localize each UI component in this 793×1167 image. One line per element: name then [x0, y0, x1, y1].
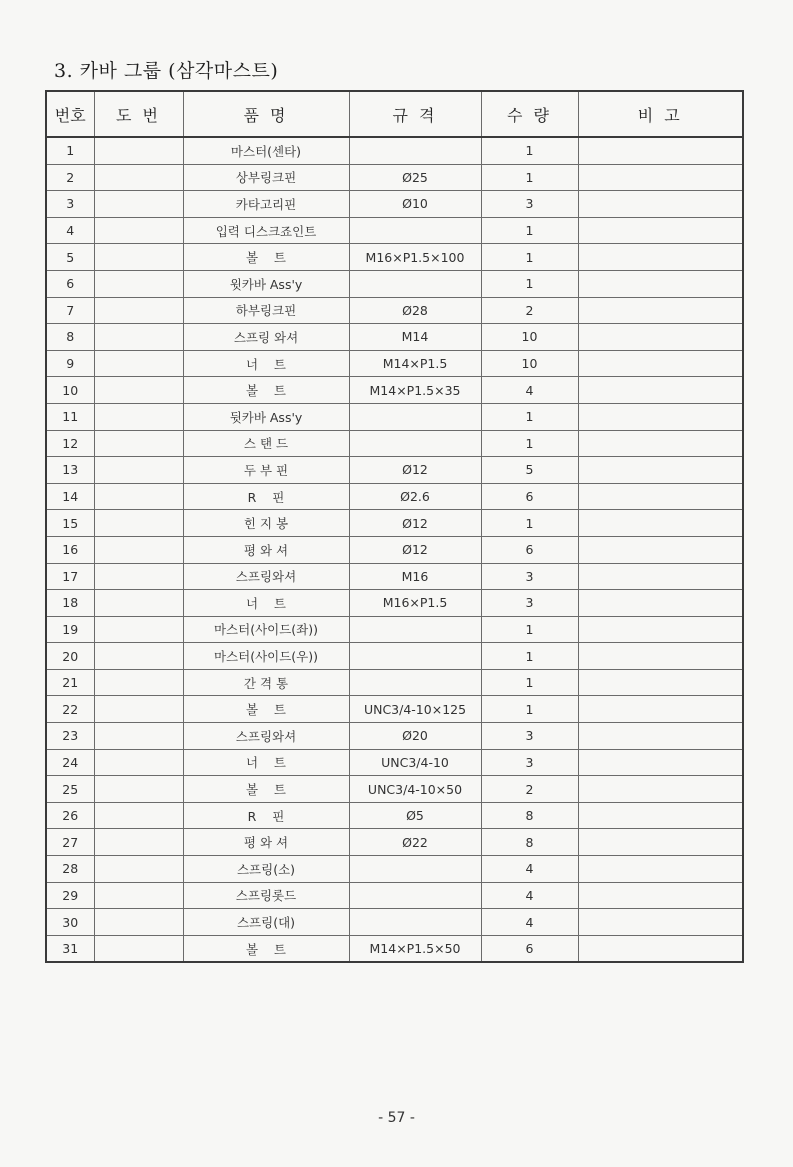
item-name: 스 탠 드	[183, 430, 349, 457]
quantity: 3	[481, 590, 578, 617]
specification	[349, 882, 481, 909]
table-row	[46, 563, 743, 590]
drawing-number	[94, 270, 183, 297]
row-number: 27	[46, 829, 94, 856]
item-name: 너 트	[183, 590, 349, 617]
row-number: 13	[46, 457, 94, 484]
table-row	[46, 749, 743, 776]
remarks	[578, 244, 743, 271]
drawing-number	[94, 297, 183, 324]
quantity: 1	[481, 430, 578, 457]
table-row	[46, 483, 743, 510]
drawing-number	[94, 457, 183, 484]
specification: Ø12	[349, 510, 481, 537]
header-quantity: 수 량	[481, 91, 578, 137]
row-number: 26	[46, 802, 94, 829]
drawing-number	[94, 643, 183, 670]
drawing-number	[94, 563, 183, 590]
table-row	[46, 510, 743, 537]
drawing-number	[94, 723, 183, 750]
quantity: 4	[481, 856, 578, 883]
remarks	[578, 643, 743, 670]
row-number: 16	[46, 536, 94, 563]
table-row	[46, 909, 743, 936]
row-number: 18	[46, 590, 94, 617]
table-row	[46, 776, 743, 803]
specification: M16	[349, 563, 481, 590]
remarks	[578, 829, 743, 856]
drawing-number	[94, 829, 183, 856]
specification: M14	[349, 324, 481, 351]
quantity: 4	[481, 909, 578, 936]
remarks	[578, 403, 743, 430]
item-name: 너 트	[183, 749, 349, 776]
parts-table	[45, 90, 744, 963]
item-name: 볼 트	[183, 377, 349, 404]
table-row	[46, 856, 743, 883]
specification: M16×P1.5×100	[349, 244, 481, 271]
quantity: 5	[481, 457, 578, 484]
specification: Ø22	[349, 829, 481, 856]
item-name: 볼 트	[183, 696, 349, 723]
table-row	[46, 350, 743, 377]
table-row	[46, 935, 743, 962]
remarks	[578, 457, 743, 484]
row-number: 19	[46, 616, 94, 643]
row-number: 14	[46, 483, 94, 510]
table-row	[46, 244, 743, 271]
remarks	[578, 935, 743, 962]
drawing-number	[94, 164, 183, 191]
table-row	[46, 829, 743, 856]
table-row	[46, 802, 743, 829]
item-name: 힌 지 봉	[183, 510, 349, 537]
item-name: 마스터(사이드(좌))	[183, 616, 349, 643]
specification: M14×P1.5×35	[349, 377, 481, 404]
row-number: 31	[46, 935, 94, 962]
item-name: R 핀	[183, 483, 349, 510]
quantity: 1	[481, 669, 578, 696]
item-name: 너 트	[183, 350, 349, 377]
specification: Ø28	[349, 297, 481, 324]
specification	[349, 669, 481, 696]
specification	[349, 430, 481, 457]
table-row	[46, 270, 743, 297]
drawing-number	[94, 191, 183, 218]
quantity: 2	[481, 776, 578, 803]
specification: M14×P1.5×50	[349, 935, 481, 962]
specification: M16×P1.5	[349, 590, 481, 617]
row-number: 25	[46, 776, 94, 803]
quantity: 1	[481, 164, 578, 191]
page-number: - 57 -	[378, 1110, 415, 1126]
table-header-row	[46, 91, 743, 137]
specification	[349, 217, 481, 244]
row-number: 29	[46, 882, 94, 909]
header-number: 번호	[46, 91, 94, 137]
remarks	[578, 324, 743, 351]
quantity: 1	[481, 270, 578, 297]
drawing-number	[94, 590, 183, 617]
remarks	[578, 590, 743, 617]
row-number: 6	[46, 270, 94, 297]
row-number: 5	[46, 244, 94, 271]
row-number: 23	[46, 723, 94, 750]
row-number: 4	[46, 217, 94, 244]
quantity: 3	[481, 723, 578, 750]
item-name: 간 격 통	[183, 669, 349, 696]
item-name: 스프링(대)	[183, 909, 349, 936]
drawing-number	[94, 483, 183, 510]
quantity: 3	[481, 749, 578, 776]
row-number: 1	[46, 137, 94, 164]
quantity: 4	[481, 882, 578, 909]
row-number: 21	[46, 669, 94, 696]
item-name: 볼 트	[183, 244, 349, 271]
table-row	[46, 616, 743, 643]
drawing-number	[94, 350, 183, 377]
table-row	[46, 457, 743, 484]
item-name: 마스터(센타)	[183, 137, 349, 164]
quantity: 3	[481, 191, 578, 218]
table-row	[46, 217, 743, 244]
specification: Ø2.6	[349, 483, 481, 510]
item-name: 스프링롯드	[183, 882, 349, 909]
drawing-number	[94, 430, 183, 457]
row-number: 3	[46, 191, 94, 218]
remarks	[578, 696, 743, 723]
table-row	[46, 669, 743, 696]
item-name: 윗카바 Ass'y	[183, 270, 349, 297]
drawing-number	[94, 324, 183, 351]
row-number: 7	[46, 297, 94, 324]
table-row	[46, 164, 743, 191]
remarks	[578, 749, 743, 776]
item-name: 스프링 와셔	[183, 324, 349, 351]
specification: Ø5	[349, 802, 481, 829]
remarks	[578, 270, 743, 297]
drawing-number	[94, 669, 183, 696]
drawing-number	[94, 696, 183, 723]
drawing-number	[94, 616, 183, 643]
quantity: 6	[481, 536, 578, 563]
item-name: 스프링(소)	[183, 856, 349, 883]
row-number: 20	[46, 643, 94, 670]
table-row	[46, 590, 743, 617]
quantity: 1	[481, 696, 578, 723]
item-name: 카타고리핀	[183, 191, 349, 218]
table-row	[46, 191, 743, 218]
remarks	[578, 882, 743, 909]
row-number: 17	[46, 563, 94, 590]
row-number: 10	[46, 377, 94, 404]
specification: Ø10	[349, 191, 481, 218]
drawing-number	[94, 749, 183, 776]
drawing-number	[94, 217, 183, 244]
quantity: 1	[481, 616, 578, 643]
header-remarks: 비 고	[578, 91, 743, 137]
quantity: 8	[481, 802, 578, 829]
row-number: 28	[46, 856, 94, 883]
drawing-number	[94, 935, 183, 962]
remarks	[578, 723, 743, 750]
item-name: 두 부 핀	[183, 457, 349, 484]
item-name: 평 와 셔	[183, 536, 349, 563]
table-row	[46, 297, 743, 324]
remarks	[578, 137, 743, 164]
item-name: 스프링와셔	[183, 723, 349, 750]
specification	[349, 403, 481, 430]
remarks	[578, 616, 743, 643]
specification: UNC3/4-10×125	[349, 696, 481, 723]
remarks	[578, 350, 743, 377]
row-number: 2	[46, 164, 94, 191]
remarks	[578, 217, 743, 244]
table-row	[46, 403, 743, 430]
row-number: 9	[46, 350, 94, 377]
quantity: 10	[481, 324, 578, 351]
specification: Ø20	[349, 723, 481, 750]
quantity: 10	[481, 350, 578, 377]
quantity: 3	[481, 563, 578, 590]
table-row	[46, 882, 743, 909]
remarks	[578, 802, 743, 829]
remarks	[578, 563, 743, 590]
table-row	[46, 137, 743, 164]
remarks	[578, 510, 743, 537]
item-name: 평 와 셔	[183, 829, 349, 856]
drawing-number	[94, 244, 183, 271]
item-name: R 핀	[183, 802, 349, 829]
specification	[349, 643, 481, 670]
drawing-number	[94, 377, 183, 404]
table-row	[46, 536, 743, 563]
quantity: 8	[481, 829, 578, 856]
remarks	[578, 430, 743, 457]
row-number: 15	[46, 510, 94, 537]
row-number: 8	[46, 324, 94, 351]
quantity: 4	[481, 377, 578, 404]
drawing-number	[94, 802, 183, 829]
item-name: 상부링크핀	[183, 164, 349, 191]
drawing-number	[94, 403, 183, 430]
table-row	[46, 430, 743, 457]
specification: Ø12	[349, 457, 481, 484]
drawing-number	[94, 882, 183, 909]
quantity: 1	[481, 510, 578, 537]
drawing-number	[94, 776, 183, 803]
drawing-number	[94, 856, 183, 883]
drawing-number	[94, 137, 183, 164]
row-number: 30	[46, 909, 94, 936]
item-name: 볼 트	[183, 776, 349, 803]
remarks	[578, 483, 743, 510]
item-name: 하부링크핀	[183, 297, 349, 324]
specification: UNC3/4-10	[349, 749, 481, 776]
remarks	[578, 536, 743, 563]
item-name: 스프링와셔	[183, 563, 349, 590]
quantity: 6	[481, 935, 578, 962]
section-heading: 3. 카바 그룹 (삼각마스트)	[54, 60, 279, 82]
drawing-number	[94, 510, 183, 537]
remarks	[578, 776, 743, 803]
item-name: 뒷카바 Ass'y	[183, 403, 349, 430]
specification: Ø25	[349, 164, 481, 191]
specification	[349, 270, 481, 297]
header-drawing-number: 도 번	[94, 91, 183, 137]
remarks	[578, 191, 743, 218]
row-number: 24	[46, 749, 94, 776]
specification: M14×P1.5	[349, 350, 481, 377]
specification	[349, 856, 481, 883]
item-name: 입력 디스크죠인트	[183, 217, 349, 244]
table-row	[46, 377, 743, 404]
table-row	[46, 324, 743, 351]
item-name: 마스터(사이드(우))	[183, 643, 349, 670]
remarks	[578, 164, 743, 191]
table-row	[46, 696, 743, 723]
remarks	[578, 669, 743, 696]
row-number: 11	[46, 403, 94, 430]
row-number: 12	[46, 430, 94, 457]
remarks	[578, 856, 743, 883]
row-number: 22	[46, 696, 94, 723]
drawing-number	[94, 536, 183, 563]
quantity: 6	[481, 483, 578, 510]
remarks	[578, 377, 743, 404]
drawing-number	[94, 909, 183, 936]
specification	[349, 909, 481, 936]
quantity: 1	[481, 643, 578, 670]
remarks	[578, 297, 743, 324]
table-row	[46, 723, 743, 750]
quantity: 1	[481, 403, 578, 430]
table-row	[46, 643, 743, 670]
quantity: 1	[481, 137, 578, 164]
header-item-name: 품 명	[183, 91, 349, 137]
header-specification: 규 격	[349, 91, 481, 137]
specification: Ø12	[349, 536, 481, 563]
remarks	[578, 909, 743, 936]
item-name: 볼 트	[183, 935, 349, 962]
specification	[349, 616, 481, 643]
quantity: 1	[481, 244, 578, 271]
specification: UNC3/4-10×50	[349, 776, 481, 803]
quantity: 2	[481, 297, 578, 324]
specification	[349, 137, 481, 164]
quantity: 1	[481, 217, 578, 244]
